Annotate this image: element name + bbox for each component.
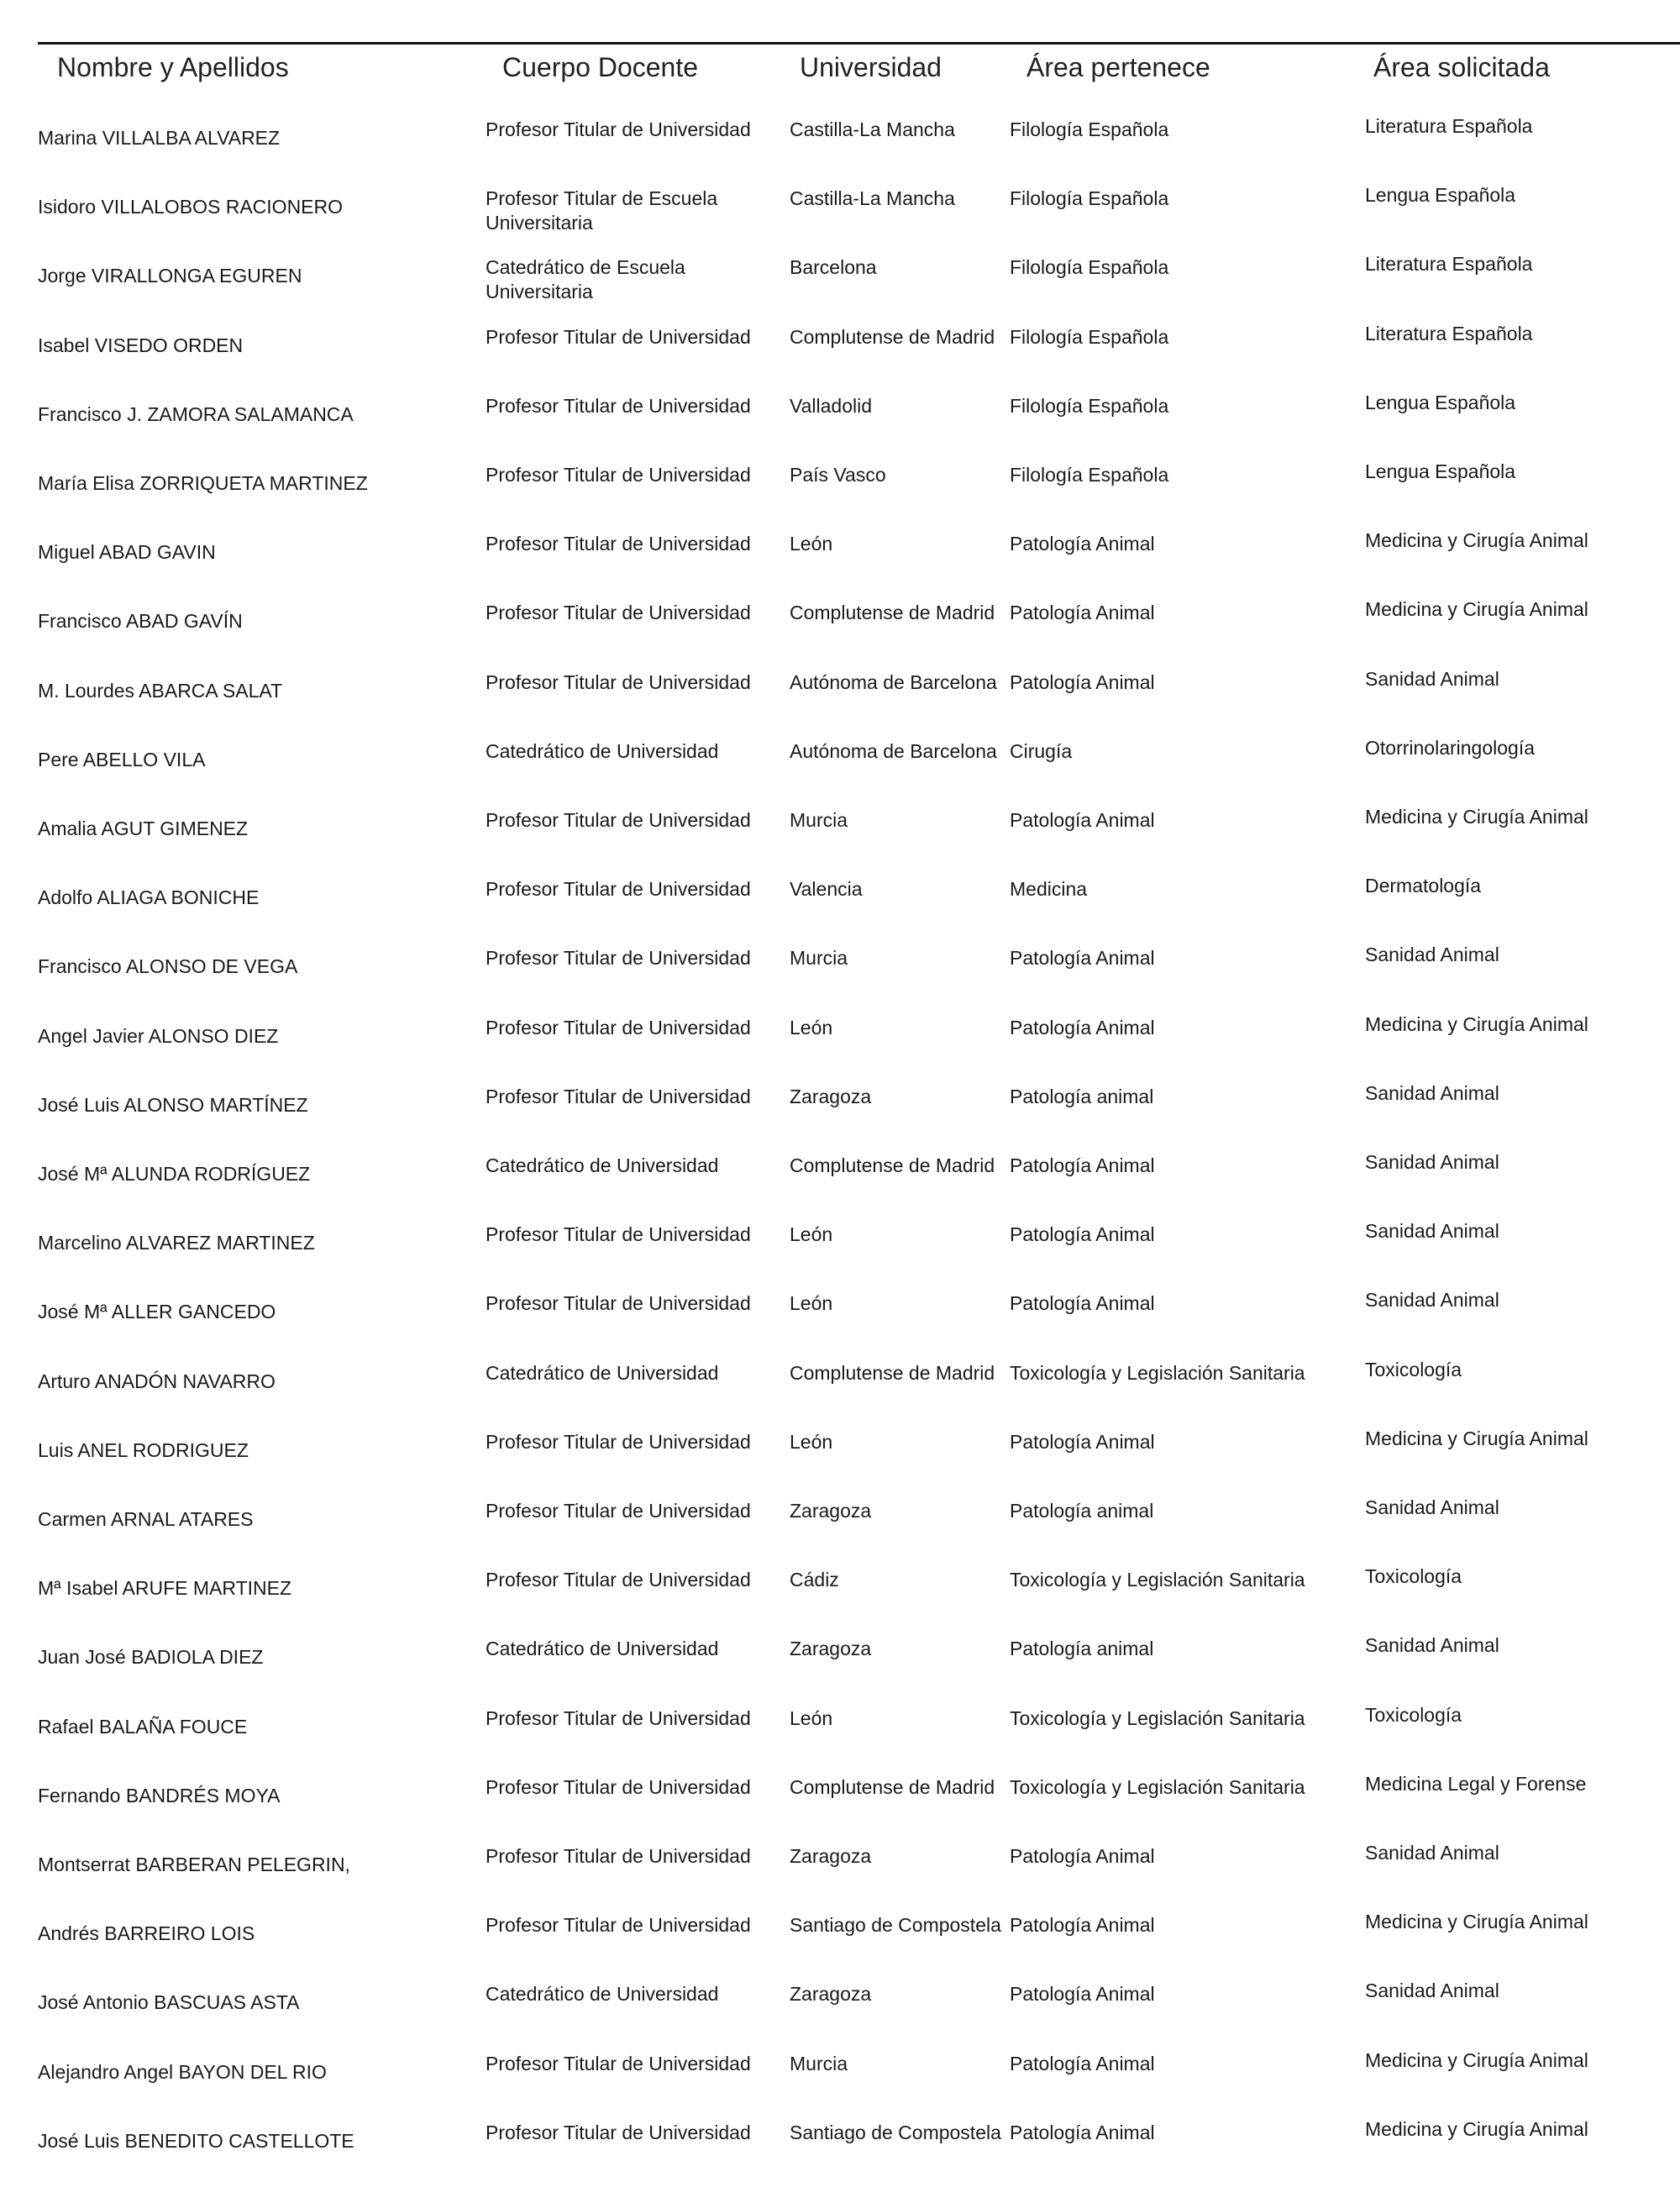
cell-cuerpo-docente: Profesor Titular de Universidad [486,1569,751,1591]
top-rule [38,42,1680,45]
cell-universidad: Complutense de Madrid [790,1154,995,1176]
cell-area-solicitada: Lengua Española [1365,460,1516,482]
cell-nombre: Rafael BALAÑA FOUCE [38,1716,248,1738]
cell-area-pertenece: Filología Española [1010,187,1169,209]
table-row [0,1291,1680,1360]
cell-universidad: Zaragoza [790,1845,872,1867]
cell-universidad: Murcia [790,2053,848,2074]
cell-nombre: José Antonio BASCUAS ASTA [38,1991,300,2013]
table-row [0,670,1680,739]
cell-cuerpo-docente: Profesor Titular de Escuela Universitaria [486,187,718,234]
cell-area-solicitada: Medicina y Cirugía Animal [1365,529,1588,551]
cell-area-solicitada: Literatura Española [1365,115,1533,137]
table-row [0,1151,1680,1223]
header-area-pertenece: Área pertenece [1026,52,1210,82]
cell-nombre: Luis ANEL RODRIGUEZ [38,1439,249,1461]
cell-area-solicitada: Sanidad Animal [1365,1220,1499,1242]
table-row [0,1082,1680,1154]
cell-cuerpo-docente: Profesor Titular de Universidad [486,1017,751,1039]
cell-cuerpo-docente: Profesor Titular de Universidad [486,947,751,969]
table-row [0,2049,1680,2121]
cell-nombre: Alejandro Angel BAYON DEL RIO [38,2061,327,2083]
cell-universidad: León [790,1017,833,1039]
cell-area-solicitada: Sanidad Animal [1365,1289,1499,1311]
table-row [0,1844,1680,1913]
cell-universidad: Castilla-La Mancha [790,118,955,140]
cell-universidad: Santiago de Compostela [790,2122,1001,2143]
cell-area-pertenece: Filología Española [1010,256,1169,278]
cell-nombre: José Luis BENEDITO CASTELLOTE [38,2130,354,2152]
cell-area-pertenece: Patología Animal [1010,671,1155,693]
cell-universidad: Autónoma de Barcelona [790,740,997,762]
cell-universidad: León [790,1431,833,1453]
table-row [0,460,1680,532]
cell-area-solicitada: Medicina y Cirugía Animal [1365,1013,1588,1035]
cell-nombre: Isidoro VILLALOBOS RACIONERO [38,196,344,218]
cell-area-pertenece: Filología Española [1010,464,1169,486]
cell-cuerpo-docente: Profesor Titular de Universidad [486,1914,751,1936]
cell-universidad: Zaragoza [790,1500,872,1522]
cell-nombre: José Mª ALUNDA RODRÍGUEZ [38,1163,311,1185]
cell-area-solicitada: Toxicología [1365,1704,1462,1726]
cell-nombre: Miguel ABAD GAVIN [38,541,216,563]
cell-nombre: Marcelino ALVAREZ MARTINEZ [38,1232,315,1254]
table-row [0,1361,1680,1430]
cell-area-pertenece: Patología animal [1010,1086,1154,1107]
table-row [0,877,1680,946]
cell-cuerpo-docente: Profesor Titular de Universidad [486,533,751,555]
cell-cuerpo-docente: Profesor Titular de Universidad [486,671,751,693]
cell-area-solicitada: Literatura Española [1365,323,1533,344]
cell-area-pertenece: Patología Animal [1010,1983,1155,2005]
cell-nombre: Carmen ARNAL ATARES [38,1508,254,1530]
cell-universidad: Barcelona [790,256,877,278]
cell-area-pertenece: Patología Animal [1010,1845,1155,1867]
cell-universidad: León [790,1707,833,1729]
cell-nombre: José Mª ALLER GANCEDO [38,1301,276,1322]
cell-area-solicitada: Sanidad Animal [1365,944,1499,965]
table-row [0,325,1680,394]
header-area-solicitada: Área solicitada [1373,52,1550,82]
table-row [0,115,1680,187]
table-row [0,1430,1680,1499]
cell-area-solicitada: Medicina Legal y Forense [1365,1773,1587,1795]
cell-area-pertenece: Filología Española [1010,326,1169,348]
cell-cuerpo-docente: Profesor Titular de Universidad [486,1845,751,1867]
cell-area-pertenece: Patología animal [1010,1500,1154,1522]
cell-cuerpo-docente: Profesor Titular de Universidad [486,1431,751,1453]
cell-area-pertenece: Patología Animal [1010,1154,1155,1176]
table-row [0,1220,1680,1291]
cell-universidad: Valencia [790,878,863,900]
cell-cuerpo-docente: Profesor Titular de Universidad [486,1776,751,1798]
table-row [0,1565,1680,1637]
cell-area-solicitada: Otorrinolaringología [1365,737,1536,759]
cell-nombre: José Luis ALONSO MARTÍNEZ [38,1094,308,1116]
cell-area-pertenece: Filología Española [1010,118,1169,140]
table-row [0,1634,1680,1706]
cell-area-pertenece: Patología Animal [1010,2053,1155,2074]
cell-area-solicitada: Sanidad Animal [1365,1082,1499,1104]
cell-area-pertenece: Patología Animal [1010,2122,1155,2143]
header-nombre: Nombre y Apellidos [57,52,289,82]
table-row [0,255,1680,324]
cell-universidad: Complutense de Madrid [790,326,995,348]
cell-cuerpo-docente: Profesor Titular de Universidad [486,878,751,900]
cell-universidad: Autónoma de Barcelona [790,671,997,693]
cell-universidad: Zaragoza [790,1983,872,2005]
cell-universidad: Cádiz [790,1569,839,1591]
cell-cuerpo-docente: Catedrático de Universidad [486,1362,719,1384]
header-cuerpo: Cuerpo Docente [502,52,699,82]
cell-nombre: María Elisa ZORRIQUETA MARTINEZ [38,472,368,494]
cell-universidad: Complutense de Madrid [790,602,995,623]
cell-area-pertenece: Filología Española [1010,395,1169,417]
cell-nombre: Francisco ABAD GAVÍN [38,610,243,632]
cell-cuerpo-docente: Catedrático de Universidad [486,1638,719,1659]
cell-universidad: País Vasco [790,464,886,486]
table-row [0,529,1680,601]
table-row [0,739,1680,808]
cell-universidad: Castilla-La Mancha [790,187,955,209]
cell-cuerpo-docente: Profesor Titular de Universidad [486,118,751,140]
cell-area-pertenece: Medicina [1010,878,1088,900]
cell-nombre: Fernando BANDRÉS MOYA [38,1785,281,1806]
cell-area-solicitada: Medicina y Cirugía Animal [1365,2118,1588,2140]
table-row [0,1496,1680,1568]
cell-area-pertenece: Cirugía [1010,740,1073,762]
cell-cuerpo-docente: Profesor Titular de Universidad [486,2053,751,2074]
cell-cuerpo-docente: Catedrático de Universidad [486,740,719,762]
cell-nombre: Montserrat BARBERAN PELEGRIN, [38,1854,350,1875]
cell-cuerpo-docente: Profesor Titular de Universidad [486,464,751,486]
cell-cuerpo-docente: Profesor Titular de Universidad [486,326,751,348]
cell-area-pertenece: Patología Animal [1010,1292,1155,1314]
table-row [0,1982,1680,2051]
cell-area-solicitada: Medicina y Cirugía Animal [1365,806,1588,828]
cell-area-solicitada: Toxicología [1365,1565,1462,1587]
cell-nombre: Angel Javier ALONSO DIEZ [38,1025,279,1047]
cell-nombre: Pere ABELLO VILA [38,749,206,770]
cell-nombre: Mª Isabel ARUFE MARTINEZ [38,1577,292,1599]
cell-area-pertenece: Toxicología y Legislación Sanitaria [1010,1707,1305,1729]
cell-area-solicitada: Sanidad Animal [1365,1151,1499,1173]
cell-universidad: León [790,1223,833,1245]
cell-area-pertenece: Patología Animal [1010,602,1155,623]
cell-universidad: Zaragoza [790,1086,872,1107]
cell-universidad: Santiago de Compostela [790,1914,1001,1936]
cell-nombre: Andrés BARREIRO LOIS [38,1922,255,1944]
header-universidad: Universidad [800,52,942,82]
cell-nombre: Arturo ANADÓN NAVARRO [38,1370,276,1392]
table-row [0,1706,1680,1775]
cell-area-solicitada: Sanidad Animal [1365,1496,1499,1518]
cell-area-pertenece: Patología animal [1010,1638,1154,1659]
cell-cuerpo-docente: Profesor Titular de Universidad [486,395,751,417]
table-row [0,2118,1680,2190]
cell-nombre: Francisco J. ZAMORA SALAMANCA [38,403,354,425]
cell-nombre: Marina VILLALBA ALVAREZ [38,127,281,149]
cell-area-solicitada: Medicina y Cirugía Animal [1365,598,1588,620]
table-row [0,184,1680,255]
cell-universidad: Zaragoza [790,1638,872,1659]
cell-cuerpo-docente: Profesor Titular de Universidad [486,1292,751,1314]
cell-area-solicitada: Dermatología [1365,875,1482,897]
cell-cuerpo-docente: Profesor Titular de Universidad [486,1223,751,1245]
cell-area-solicitada: Medicina y Cirugía Animal [1365,1428,1588,1449]
cell-nombre: Adolfo ALIAGA BONICHE [38,886,260,908]
table-row [0,598,1680,670]
cell-cuerpo-docente: Catedrático de Universidad [486,1154,719,1176]
cell-area-solicitada: Literatura Española [1365,253,1533,275]
cell-area-pertenece: Patología Animal [1010,1914,1155,1936]
cell-cuerpo-docente: Profesor Titular de Universidad [486,1086,751,1107]
cell-universidad: Complutense de Madrid [790,1776,995,1798]
table-row [0,808,1680,877]
table-row [0,946,1680,1015]
cell-area-solicitada: Sanidad Animal [1365,1634,1499,1656]
table-row [0,394,1680,463]
cell-universidad: Murcia [790,947,848,969]
cell-cuerpo-docente: Catedrático de Escuela Universitaria [486,256,685,302]
cell-cuerpo-docente: Profesor Titular de Universidad [486,2122,751,2143]
cell-area-pertenece: Patología Animal [1010,1431,1155,1453]
cell-area-pertenece: Toxicología y Legislación Sanitaria [1010,1362,1305,1384]
table-row [0,1013,1680,1085]
cell-area-pertenece: Patología Animal [1010,533,1155,555]
cell-universidad: Murcia [790,809,848,831]
cell-area-pertenece: Toxicología y Legislación Sanitaria [1010,1776,1305,1798]
cell-cuerpo-docente: Catedrático de Universidad [486,1983,719,2005]
cell-area-solicitada: Lengua Española [1365,392,1516,413]
cell-area-solicitada: Sanidad Animal [1365,1842,1499,1864]
cell-cuerpo-docente: Profesor Titular de Universidad [486,602,751,623]
cell-area-solicitada: Toxicología [1365,1359,1462,1380]
cell-nombre: Amalia AGUT GIMENEZ [38,818,249,839]
cell-area-pertenece: Patología Animal [1010,1017,1155,1039]
cell-nombre: Juan José BADIOLA DIEZ [38,1646,264,1668]
cell-universidad: León [790,533,833,555]
cell-nombre: Francisco ALONSO DE VEGA [38,955,298,977]
cell-cuerpo-docente: Profesor Titular de Universidad [486,1500,751,1522]
cell-nombre: M. Lourdes ABARCA SALAT [38,680,283,702]
cell-nombre: Isabel VISEDO ORDEN [38,334,244,356]
cell-cuerpo-docente: Profesor Titular de Universidad [486,1707,751,1729]
cell-nombre: Jorge VIRALLONGA EGUREN [38,265,302,287]
cell-universidad: Valladolid [790,395,873,417]
cell-area-solicitada: Sanidad Animal [1365,668,1499,690]
cell-universidad: Complutense de Madrid [790,1362,995,1384]
cell-area-solicitada: Medicina y Cirugía Animal [1365,1911,1588,1932]
cell-universidad: León [790,1292,833,1314]
table-row [0,1775,1680,1844]
cell-area-pertenece: Patología Animal [1010,947,1155,969]
cell-area-pertenece: Toxicología y Legislación Sanitaria [1010,1569,1305,1591]
cell-area-solicitada: Medicina y Cirugía Animal [1365,2049,1588,2071]
table-row [0,1913,1680,1982]
cell-cuerpo-docente: Profesor Titular de Universidad [486,809,751,831]
cell-area-solicitada: Sanidad Animal [1365,1980,1499,2001]
cell-area-solicitada: Lengua Española [1365,184,1516,206]
cell-area-pertenece: Patología Animal [1010,809,1155,831]
cell-area-pertenece: Patología Animal [1010,1223,1155,1245]
